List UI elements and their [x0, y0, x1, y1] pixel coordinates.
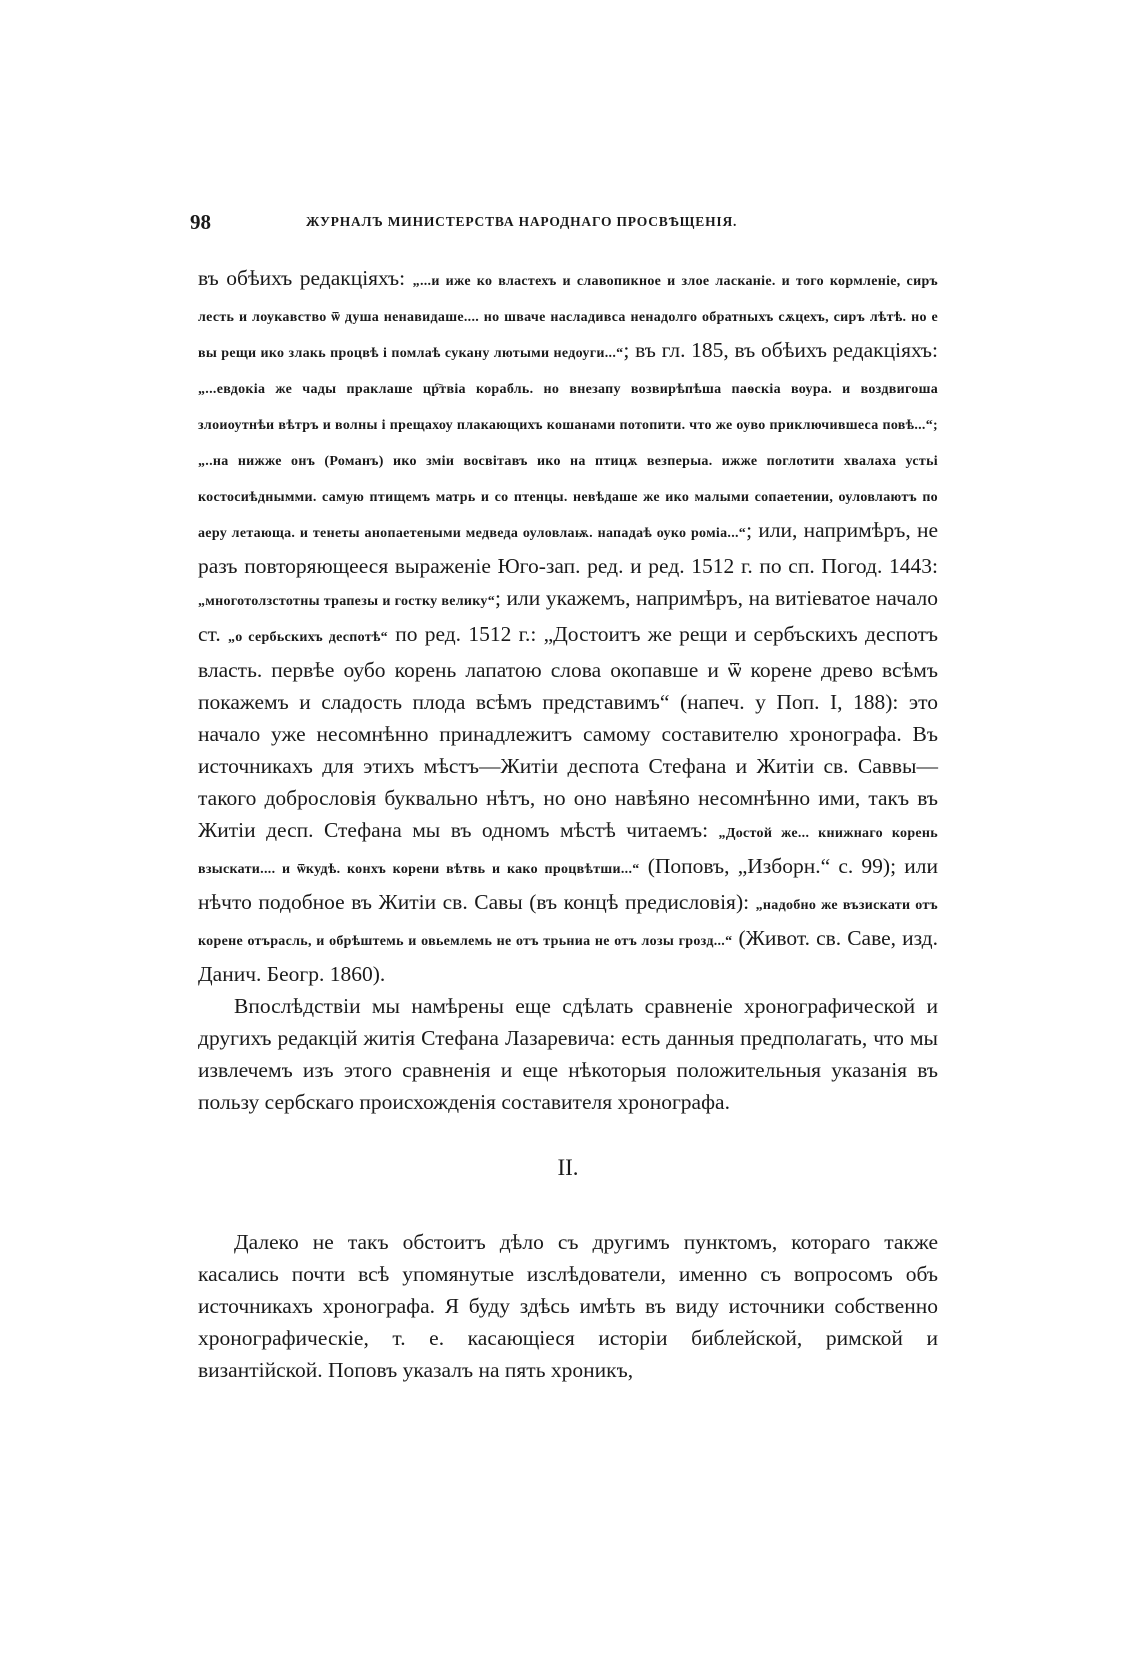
paragraph-2: Впослѣдствіи мы намѣрены еще сдѣлать сравненіе хронографической и другихъ редакцій житія Стефана Лазаревича: есть данныя предполагать, что мы извлечемъ изъ этого сравненія и еще нѣкоторыя положительныя указанія въ пользу сербскаго происхожденія составителя хронографа.	[198, 994, 938, 1114]
text-run: въ обѣихъ редакціяхъ:	[198, 266, 413, 290]
text-run: ; въ гл. 185, въ обѣихъ редакціяхъ:	[623, 338, 938, 362]
slavonic-quote: „многотолзстотны трапезы и гостку велику“	[198, 594, 496, 609]
text-run: (Живот. св. Саве, изд. Данич. Беогр. 1860).	[198, 926, 938, 986]
slavonic-quote: „надобно же възискати отъ корене отърасль, и обрѣштемь и овьемлемь не отъ трьниа не отъ лозы грозд...“	[198, 898, 939, 949]
paragraph-1	[198, 262, 938, 990]
text-run: (Поповъ, „Изборн.“ с. 99); или нѣчто подобное въ Житіи св. Савы (въ концѣ предисловія):	[198, 854, 938, 914]
text-run: ; или, напримѣръ, не разъ повторяющееся выраженіе Юго-зап. ред. и ред. 1512 г. по сп. Погод. 1443:	[198, 518, 938, 578]
slavonic-quote: „Достой же... книжнаго корень взыскати.... и ѿкудѣ. конхъ корени вѣтвь и како процвѣтши...“	[198, 826, 938, 877]
body-text	[198, 262, 938, 1386]
slavonic-quote: „о сербьскихъ деспотѣ“	[227, 630, 388, 645]
slavonic-quote: „...евдокіа же чады праклаше цр҇твіа корабль. но внезапу возвирѣпѣша паѳскіа воура. и воздвигоша злоиоутнѣи вѣтръ и волны і прещахоу плакающихъ кошанами потопити. что же оуво приключившеса повѣ...“; „..на нижже онъ (Романъ) ико зміи восвітавъ ико на птицѫ везперыа. ижже поглотити хвалаха устьі костосиѣднымми. самую птищемъ матрь и со птенцы. невѣдаше же ико малыми сопаетении, оуловлаютъ по аеру летающа. и тенеты анопаетеными медведа оуловлаѭ. нападаѣ оуко роміа...“	[198, 382, 938, 541]
text-run: ; или укажемъ, напримѣръ, на витіеватое начало ст.	[198, 586, 938, 646]
slavonic-quote: „...и иже ко властехъ и славопикное и злое ласканіе. и того кормленіе, сиръ лесть и лоукавство ѿ душа ненавидаше.... но шваче насладивса ненадолго обратныхъ сѫцехъ, сиръ лѣтѣ. но е вы рещи ико злакь процвѣ і помлаѣ сукану лютыми недоуги...“	[198, 274, 938, 361]
page-number: 98	[190, 210, 211, 234]
text-run: по ред. 1512 г.: „Достоитъ же рещи и сербъскихъ деспотъ власть. первѣе оубо корень лапатою слова окопавше и ѿ корене древо всѣмъ покажемъ и сладость плода всѣмъ представимъ“ (напеч. у Поп. І, 188): это начало уже несомнѣнно принадлежитъ самому составителю хронографа. Въ источникахъ для этихъ мѣстъ—Житіи деспота Стефана и Житіи св. Саввы—такого добрословія буквально нѣтъ, но оно навѣяно несомнѣнно ими, такъ въ Житіи десп. Стефана мы въ одномъ мѣстѣ читаемъ:	[198, 622, 938, 842]
page-header	[190, 210, 830, 236]
paragraph-3: Далеко не такъ обстоитъ дѣло съ другимъ пунктомъ, котораго также касались почти всѣ упомянутые изслѣдователи, именно съ вопросомъ объ источникахъ хронографа. Я буду здѣсь имѣть въ виду источники собственно хронографическіе, т. е. касающіеся исторіи библейской, римской и византійской. Поповъ указалъ на пять хроникъ,	[198, 1230, 938, 1382]
running-title: ЖУРНАЛЪ МИНИСТЕРСТВА НАРОДНАГО ПРОСВѢЩЕНІЯ.	[306, 214, 738, 229]
section-heading: II.	[557, 1155, 579, 1180]
